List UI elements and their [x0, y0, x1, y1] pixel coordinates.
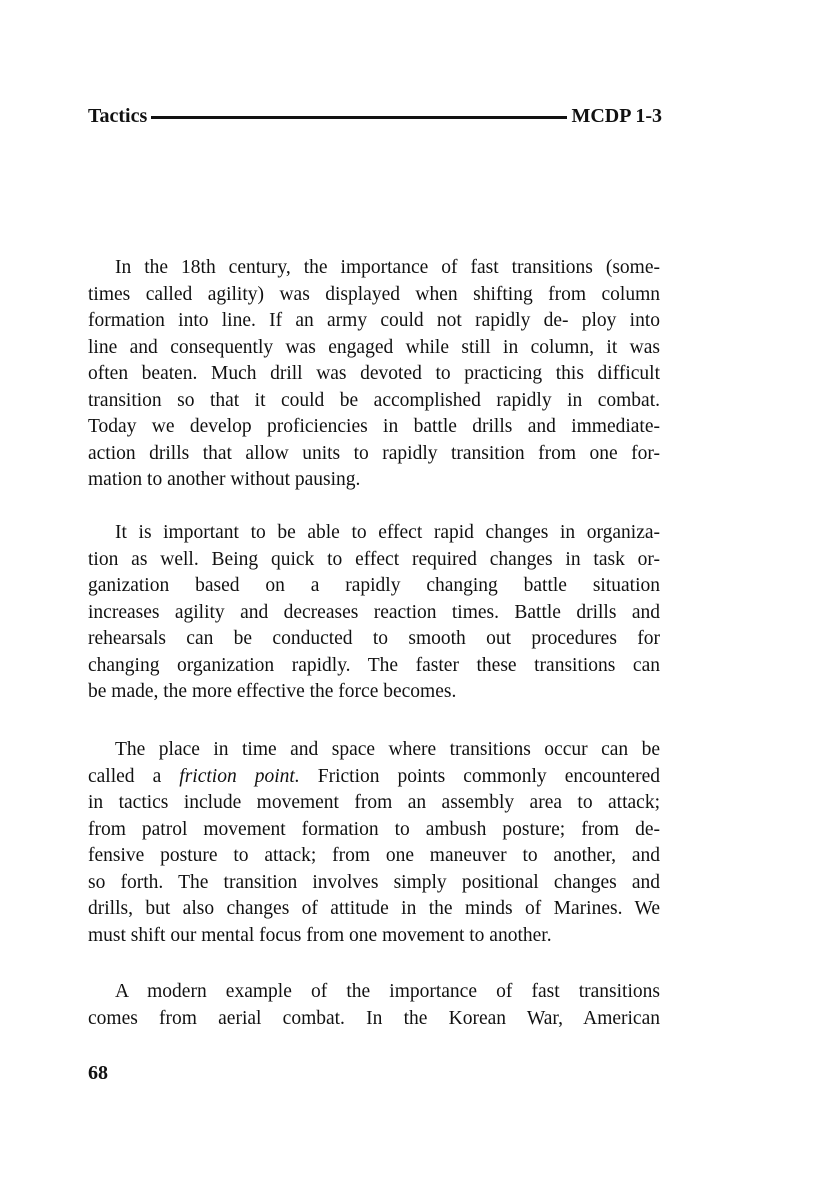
text-line: in tactics include movement from an assembly area to attack; [88, 792, 660, 813]
text-line: be made, the more effective the force becomes. [88, 681, 457, 702]
text-line: changing organization rapidly. The faster these transitions can [88, 654, 660, 676]
text-line: ganization based on a rapidly changing battle situation [88, 575, 660, 596]
header-rule [151, 116, 567, 119]
header-publication-id: MCDP 1-3 [571, 104, 662, 127]
paragraph-1 [88, 255, 660, 494]
text-segment: Friction points commonly encountered [299, 765, 660, 787]
text-line: comes from aerial combat. In the Korean War, American [88, 1007, 660, 1029]
text-segment: called a [88, 765, 180, 787]
text-line: A modern example of the importance of fast transitions [115, 981, 660, 1002]
text-line: tion as well. Being quick to effect required changes in task or- [88, 548, 660, 570]
text-line: rehearsals can be conducted to smooth out procedures for [88, 628, 660, 649]
paragraph-4 [88, 979, 660, 1032]
paragraph-3 [88, 737, 660, 949]
text-line: transition so that it could be accomplished rapidly in combat. [88, 389, 660, 411]
text-line: Today we develop proficiencies in battle drills and immediate- [88, 416, 660, 437]
text-line: often beaten. Much drill was devoted to practicing this difficult [88, 363, 660, 384]
text-line: fensive posture to attack; from one maneuver to another, and [88, 845, 660, 866]
paragraph-2 [88, 520, 660, 706]
text-line: drills, but also changes of attitude in the minds of Marines. We [88, 898, 660, 919]
text-line: The place in time and space where transitions occur can be [115, 739, 660, 760]
header-section-title: Tactics [88, 104, 148, 127]
text-line: mation to another without pausing. [88, 469, 361, 490]
page-number: 68 [88, 1062, 108, 1084]
text-line: so forth. The transition involves simply positional changes and [88, 871, 660, 893]
text-line [88, 764, 660, 791]
text-line: It is important to be able to effect rapid changes in organiza- [115, 522, 660, 543]
italic-term: friction point. [179, 765, 300, 787]
running-header [88, 102, 662, 130]
text-line: from patrol movement formation to ambush posture; from de- [88, 818, 660, 840]
text-line: must shift our mental focus from one movement to another. [88, 924, 552, 946]
text-line: increases agility and decreases reaction times. Battle drills and [88, 601, 660, 623]
text-line: formation into line. If an army could not rapidly de- ploy into [88, 310, 660, 331]
text-line: times called agility) was displayed when shifting from column [88, 283, 660, 305]
text-line: action drills that allow units to rapidly transition from one for- [88, 442, 660, 464]
text-line: In the 18th century, the importance of fast transitions (some- [115, 257, 660, 278]
text-line: line and consequently was engaged while still in column, it was [88, 336, 660, 358]
